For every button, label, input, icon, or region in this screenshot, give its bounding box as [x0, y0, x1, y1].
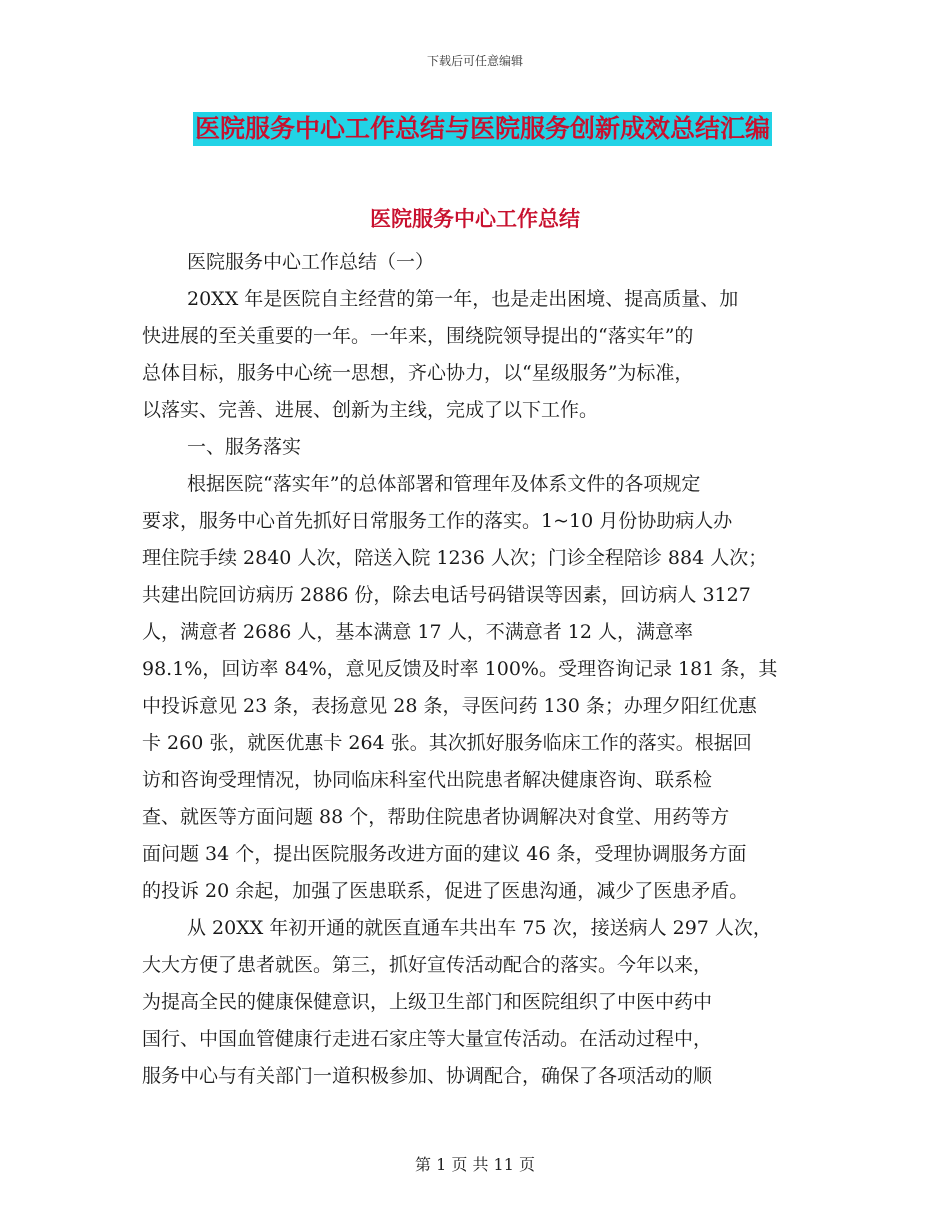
body-line: 中投诉意见 23 条，表扬意见 28 条，寻医问药 130 条；办理夕阳红优惠 [142, 695, 757, 717]
body-line: 根据医院“落实年”的总体部署和管理年及体系文件的各项规定 [187, 473, 701, 495]
body-line: 理住院手续 2840 人次，陪送入院 1236 人次；门诊全程陪诊 884 人次； [142, 547, 768, 569]
body-line: 的投诉 20 余起，加强了医患联系，促进了医患沟通，减少了医患矛盾。 [142, 880, 749, 902]
body-line: 20XX 年是医院自主经营的第一年，也是走出困境、提高质量、加 [187, 288, 739, 310]
body-line: 大大方便了患者就医。第三，抓好宣传活动配合的落实。今年以来， [142, 954, 713, 976]
body-line: 服务中心与有关部门一道积极参加、协调配合，确保了各项活动的顺 [142, 1065, 713, 1087]
header-note: 下载后可任意编辑 [426, 54, 523, 68]
body-line: 要求，服务中心首先抓好日常服务工作的落实。1~10 月份协助病人办 [142, 510, 733, 532]
body-line: 98.1%，回访率 84%，意见反馈及时率 100%。受理咨询记录 181 条，其 [142, 658, 778, 680]
body-line: 查、就医等方面问题 88 个，帮助住院患者协调解决对食堂、用药等方 [142, 806, 730, 828]
body-line: 以落实、完善、进展、创新为主线，完成了以下工作。 [142, 399, 599, 421]
section-title: 医院服务中心工作总结 [370, 206, 580, 231]
body-line: 面问题 34 个，提出医院服务改进方面的建议 46 条，受理协调服务方面 [142, 843, 747, 865]
body-line: 为提高全民的健康保健意识，上级卫生部门和医院组织了中医中药中 [142, 991, 713, 1013]
body-line: 人，满意者 2686 人，基本满意 17 人，不满意者 12 人，满意率 [142, 621, 693, 643]
body-line: 共建出院回访病历 2886 份，除去电话号码错误等因素，回访病人 3127 [142, 584, 751, 606]
body-line: 国行、中国血管健康行走进石家庄等大量宣传活动。在活动过程中， [142, 1028, 713, 1050]
body-line: 医院服务中心工作总结（一） [187, 251, 435, 273]
document-main-title: 医院服务中心工作总结与医院服务创新成效总结汇编 [193, 112, 772, 146]
body-line: 从 20XX 年初开通的就医直通车共出车 75 次，接送病人 297 人次， [187, 917, 772, 939]
body-line: 卡 260 张，就医优惠卡 264 张。其次抓好服务临床工作的落实。根据回 [142, 732, 752, 754]
body-line: 访和咨询受理情况，协同临床科室代出院患者解决健康咨询、联系检 [142, 769, 713, 791]
body-line: 快进展的至关重要的一年。一年来，围绕院领导提出的“落实年”的 [142, 325, 694, 347]
page-number-footer: 第 1 页 共 11 页 [415, 1155, 535, 1174]
body-line: 总体目标，服务中心统一思想，齐心协力，以“星级服务”为标准， [142, 362, 694, 384]
document-body [142, 244, 812, 1095]
body-line: 一、服务落实 [187, 436, 302, 458]
